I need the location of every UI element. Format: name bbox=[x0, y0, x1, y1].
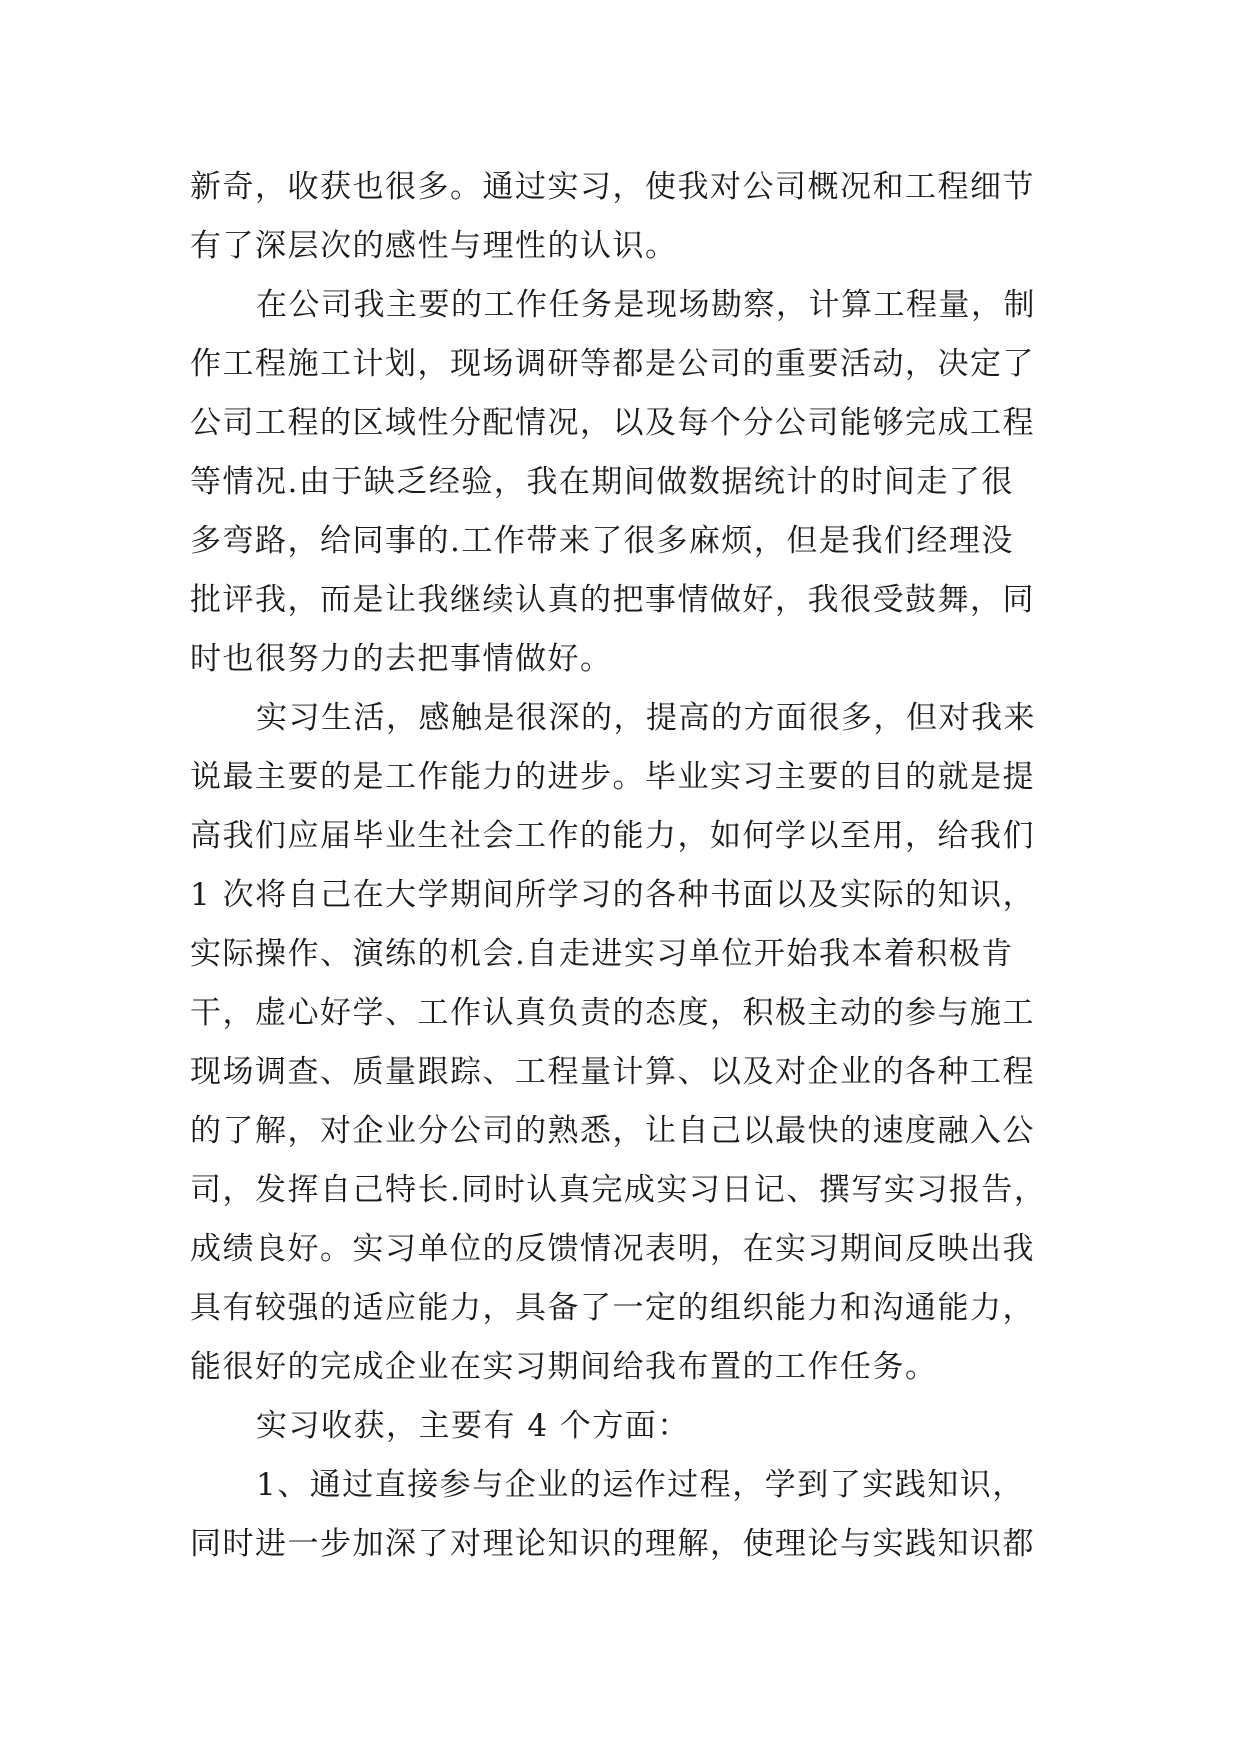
text-line: 在公司我主要的工作任务是现场勘察，计算工程量，制 bbox=[256, 287, 1036, 323]
text-line: 1 次将自己在大学期间所学习的各种书面以及实际的知识， bbox=[190, 877, 1036, 913]
text-line: 能很好的完成企业在实习期间给我布置的工作任务。 bbox=[190, 1349, 938, 1385]
text-line: 新奇，收获也很多。通过实习，使我对公司概况和工程细节 bbox=[190, 169, 1035, 205]
text-line: 批评我，而是让我继续认真的把事情做好，我很受鼓舞，同 bbox=[190, 582, 1035, 618]
text-line: 有了深层次的感性与理性的认识。 bbox=[190, 228, 678, 264]
text-line: 司，发挥自己特长.同时认真完成实习日记、撰写实习报告， bbox=[190, 1172, 1047, 1208]
text-line: 1、通过直接参与企业的运作过程，学到了实践知识， bbox=[256, 1467, 1025, 1503]
text-line: 的了解，对企业分公司的熟悉，让自己以最快的速度融入公 bbox=[190, 1113, 1035, 1149]
text-line: 作工程施工计划，现场调研等都是公司的重要活动，决定了 bbox=[190, 346, 1035, 382]
text-line: 同时进一步加深了对理论知识的理解，使理论与实践知识都 bbox=[190, 1526, 1035, 1562]
text-line: 实际操作、演练的机会.自走进实习单位开始我本着积极肯 bbox=[190, 936, 1014, 972]
text-line: 实习收获，主要有 4 个方面： bbox=[256, 1408, 690, 1444]
text-line: 高我们应届毕业生社会工作的能力，如何学以至用，给我们 bbox=[190, 818, 1035, 854]
text-line: 说最主要的是工作能力的进步。毕业实习主要的目的就是提 bbox=[190, 759, 1035, 795]
text-line: 时也很努力的去把事情做好。 bbox=[190, 641, 613, 677]
text-line: 现场调查、质量跟踪、工程量计算、以及对企业的各种工程 bbox=[190, 1054, 1035, 1090]
document-body-text bbox=[190, 158, 1070, 1574]
text-line: 多弯路，给同事的.工作带来了很多麻烦，但是我们经理没 bbox=[190, 523, 1014, 559]
text-line: 公司工程的区域性分配情况，以及每个分公司能够完成工程 bbox=[190, 405, 1035, 441]
text-line: 成绩良好。实习单位的反馈情况表明，在实习期间反映出我 bbox=[190, 1231, 1035, 1267]
text-line: 具有较强的适应能力，具备了一定的组织能力和沟通能力， bbox=[190, 1290, 1035, 1326]
text-line: 干，虚心好学、工作认真负责的态度，积极主动的参与施工 bbox=[190, 995, 1035, 1031]
text-line: 等情况.由于缺乏经验，我在期间做数据统计的时间走了很 bbox=[190, 464, 1014, 500]
text-line: 实习生活，感触是很深的，提高的方面很多，但对我来 bbox=[256, 700, 1036, 736]
